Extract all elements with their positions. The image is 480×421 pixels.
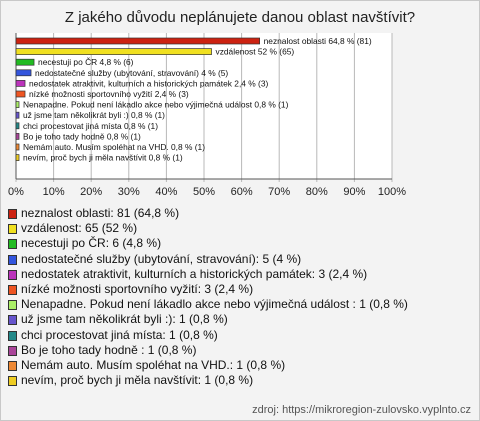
bar <box>16 123 19 129</box>
legend-swatch <box>8 285 17 295</box>
source-note: zdroj: https://mikroregion-zulovsko.vyplnto.cz <box>252 404 471 416</box>
legend-label: necestuji po ČR: 6 (4,8 %) <box>21 236 162 251</box>
bar <box>16 38 260 44</box>
legend-swatch <box>8 209 17 219</box>
bar <box>16 59 34 65</box>
bar <box>16 70 31 76</box>
legend-swatch <box>8 224 17 234</box>
legend-label: Nemám auto. Musím spoléhat na VHD.: 1 (0,8 %) <box>21 357 286 372</box>
legend-swatch <box>8 346 17 356</box>
x-tick-label: 80% <box>305 186 328 198</box>
chart-legend <box>8 206 478 388</box>
x-tick-label: 30% <box>117 186 140 198</box>
x-tick-label: 10% <box>42 186 65 198</box>
legend-swatch <box>8 255 17 265</box>
legend-item <box>8 221 478 236</box>
bar-label: necestuji po ČR 4,8 % (6) <box>38 57 134 68</box>
legend-label: Bo je toho tady hodně : 1 (0,8 %) <box>21 342 197 357</box>
x-tick-label: 50% <box>192 186 216 198</box>
x-tick-label: 40% <box>155 186 178 198</box>
legend-label: Nenapadne. Pokud není lákadlo akce nebo výjimečná událost : 1 (0,8 %) <box>21 297 408 312</box>
bar-label: neznalost oblasti 64,8 % (81) <box>263 36 372 46</box>
legend-swatch <box>8 376 17 386</box>
bar-label: Bo je toho tady hodně 0,8 % (1) <box>23 131 141 142</box>
legend-label: nízké možnosti sportovního vyžití: 3 (2,4 %) <box>21 281 254 296</box>
chart-title: Z jakého důvodu neplánujete danou oblast navštívit? <box>64 9 416 26</box>
x-tick-label: 70% <box>268 186 291 198</box>
legend-label: neznalost oblasti: 81 (64,8 %) <box>21 206 180 220</box>
bar-label: nedostatek atraktivit, kulturních a historických památek 2,4 % (3) <box>29 78 269 89</box>
legend-label: nevím, proč bych ji měla navštívit: 1 (0,8 %) <box>21 373 254 388</box>
bar-label: vzdálenost 52 % (65) <box>215 46 295 57</box>
legend-item <box>8 312 478 327</box>
legend-item <box>8 373 478 388</box>
bar <box>16 102 19 108</box>
legend-swatch <box>8 361 17 371</box>
legend-item <box>8 297 478 312</box>
legend-item <box>8 267 478 282</box>
x-tick-label: 20% <box>80 186 103 198</box>
legend-item <box>8 358 478 373</box>
x-tick-label: 0% <box>8 186 24 198</box>
x-tick-label: 90% <box>343 186 366 198</box>
legend-label: chci procestovat jiná místa: 1 (0,8 %) <box>21 327 218 342</box>
legend-swatch <box>8 331 17 341</box>
bar <box>16 112 19 118</box>
legend-swatch <box>8 270 17 280</box>
bar-label: už jsme tam několikrát byli :) 0,8 % (1) <box>23 110 165 121</box>
bar <box>16 133 19 139</box>
x-tick-label: 60% <box>230 186 253 198</box>
bar-chart <box>1 1 479 201</box>
legend-swatch <box>8 315 17 325</box>
bar <box>16 91 25 97</box>
legend-item <box>8 252 478 267</box>
bar <box>16 155 19 161</box>
bar <box>16 144 19 150</box>
legend-label: nedostatečné služby (ubytování, stravování): 5 (4 %) <box>21 251 302 266</box>
bar-label: nedostatečné služby (ubytování, stravování) 4 % (5) <box>35 67 229 78</box>
bar-label: chci procestovat jiná místa 0,8 % (1) <box>23 120 159 131</box>
legend-item <box>8 343 478 358</box>
legend-label: vzdálenost: 65 (52 %) <box>21 221 138 236</box>
bar <box>16 80 25 86</box>
legend-item <box>8 328 478 343</box>
legend-item <box>8 236 478 251</box>
legend-label: už jsme tam několikrát byli :): 1 (0,8 %) <box>21 312 228 327</box>
bar-label: Nenapadne. Pokud není lákadlo akce nebo výjimečná událost 0,8 % (1) <box>23 99 289 110</box>
legend-swatch <box>8 239 17 249</box>
legend-item <box>8 206 478 221</box>
legend-label: nedostatek atraktivit, kulturních a historických památek: 3 (2,4 %) <box>21 266 368 281</box>
bar-label: nevím, proč bych ji měla navštívit 0,8 % (1) <box>23 152 183 163</box>
bar <box>16 49 212 55</box>
legend-swatch <box>8 300 17 310</box>
x-tick-label: 100% <box>377 186 407 198</box>
bar-label: Nemám auto. Musím spoléhat na VHD. 0,8 % (1) <box>23 142 206 152</box>
legend-item <box>8 282 478 297</box>
bar-label: nízké možnosti sportovního vyžití 2,4 % (3) <box>29 89 189 99</box>
